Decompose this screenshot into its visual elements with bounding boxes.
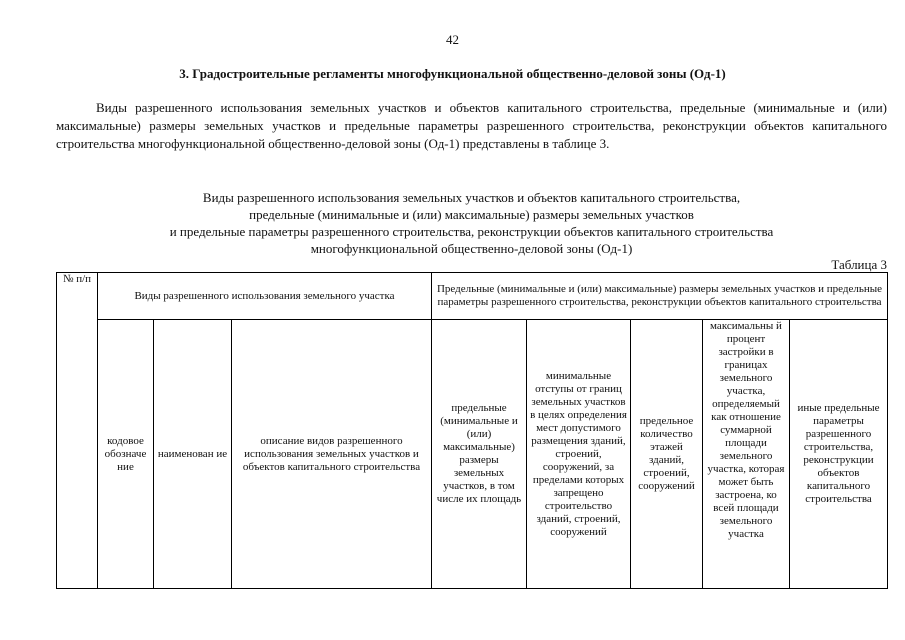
subheader-name: наименован ие	[154, 320, 232, 589]
subheader-description: описание видов разрешенного использования земельных участков и объектов капитального строительства	[232, 320, 432, 589]
subheader-code: кодовое обозначе ние	[98, 320, 154, 589]
page-number: 42	[446, 32, 459, 47]
table-header-row	[57, 273, 888, 320]
table-caption	[56, 189, 887, 257]
header-use-group: Виды разрешенного использования земельного участка	[98, 273, 432, 320]
subheader-setbacks: минимальные отступы от границ земельных участков в целях определения мест допустимого размещения зданий, строений, сооружений, за пределами которых запрещено строительство зданий, строений, сооружений	[527, 320, 631, 589]
table-label: Таблица 3	[831, 257, 887, 272]
regulations-table	[56, 272, 888, 589]
header-number: № п/п	[57, 273, 98, 589]
caption-line-1: Виды разрешенного использования земельных участков и объектов капитального строительства,	[202, 190, 741, 205]
section-heading: 3. Градостроительные регламенты многофункциональной общественно-деловой зоны (Од-1)	[179, 66, 726, 81]
subheader-plot-size: предельные (минимальные и (или) максимальные) размеры земельных участков, в том числе их площадь	[432, 320, 527, 589]
subheader-coverage: максимальны й процент застройки в границах земельного участка, определяемый как отношение суммарной площади земельного участка, которая может быть застроена, ко всей площади земельного участка	[707, 320, 785, 540]
intro-paragraph: Виды разрешенного использования земельных участков и объектов капитального строительства, предельные (минимальные и (или) максимальные) размеры земельных участков и предельные параметры разрешенного строительства, реконструкции объектов капитального строительства многофункциональной общественно-деловой зоны (Од-1) представлены в таблице 3.	[56, 100, 887, 151]
caption-line-2: предельные (минимальные и (или) максимальные) размеры земельных участков	[249, 207, 694, 222]
table-subheader-row	[57, 320, 888, 589]
subheader-coverage-cell	[703, 320, 790, 589]
caption-line-4: многофункциональной общественно-деловой зоны (Од-1)	[310, 241, 633, 256]
subheader-other: иные предельные параметры разрешенного строительства, реконструкции объектов капитального строительства	[790, 320, 888, 589]
caption-line-3: и предельные параметры разрешенного строительства, реконструкции объектов капитального строительства	[169, 224, 774, 239]
header-params-group: Предельные (минимальные и (или) максимальные) размеры земельных участков и предельные параметры разрешенного строительства, реконструкции объектов капитального строительства	[432, 273, 888, 320]
subheader-floors: предельное количество этажей зданий, строений, сооружений	[631, 320, 703, 589]
